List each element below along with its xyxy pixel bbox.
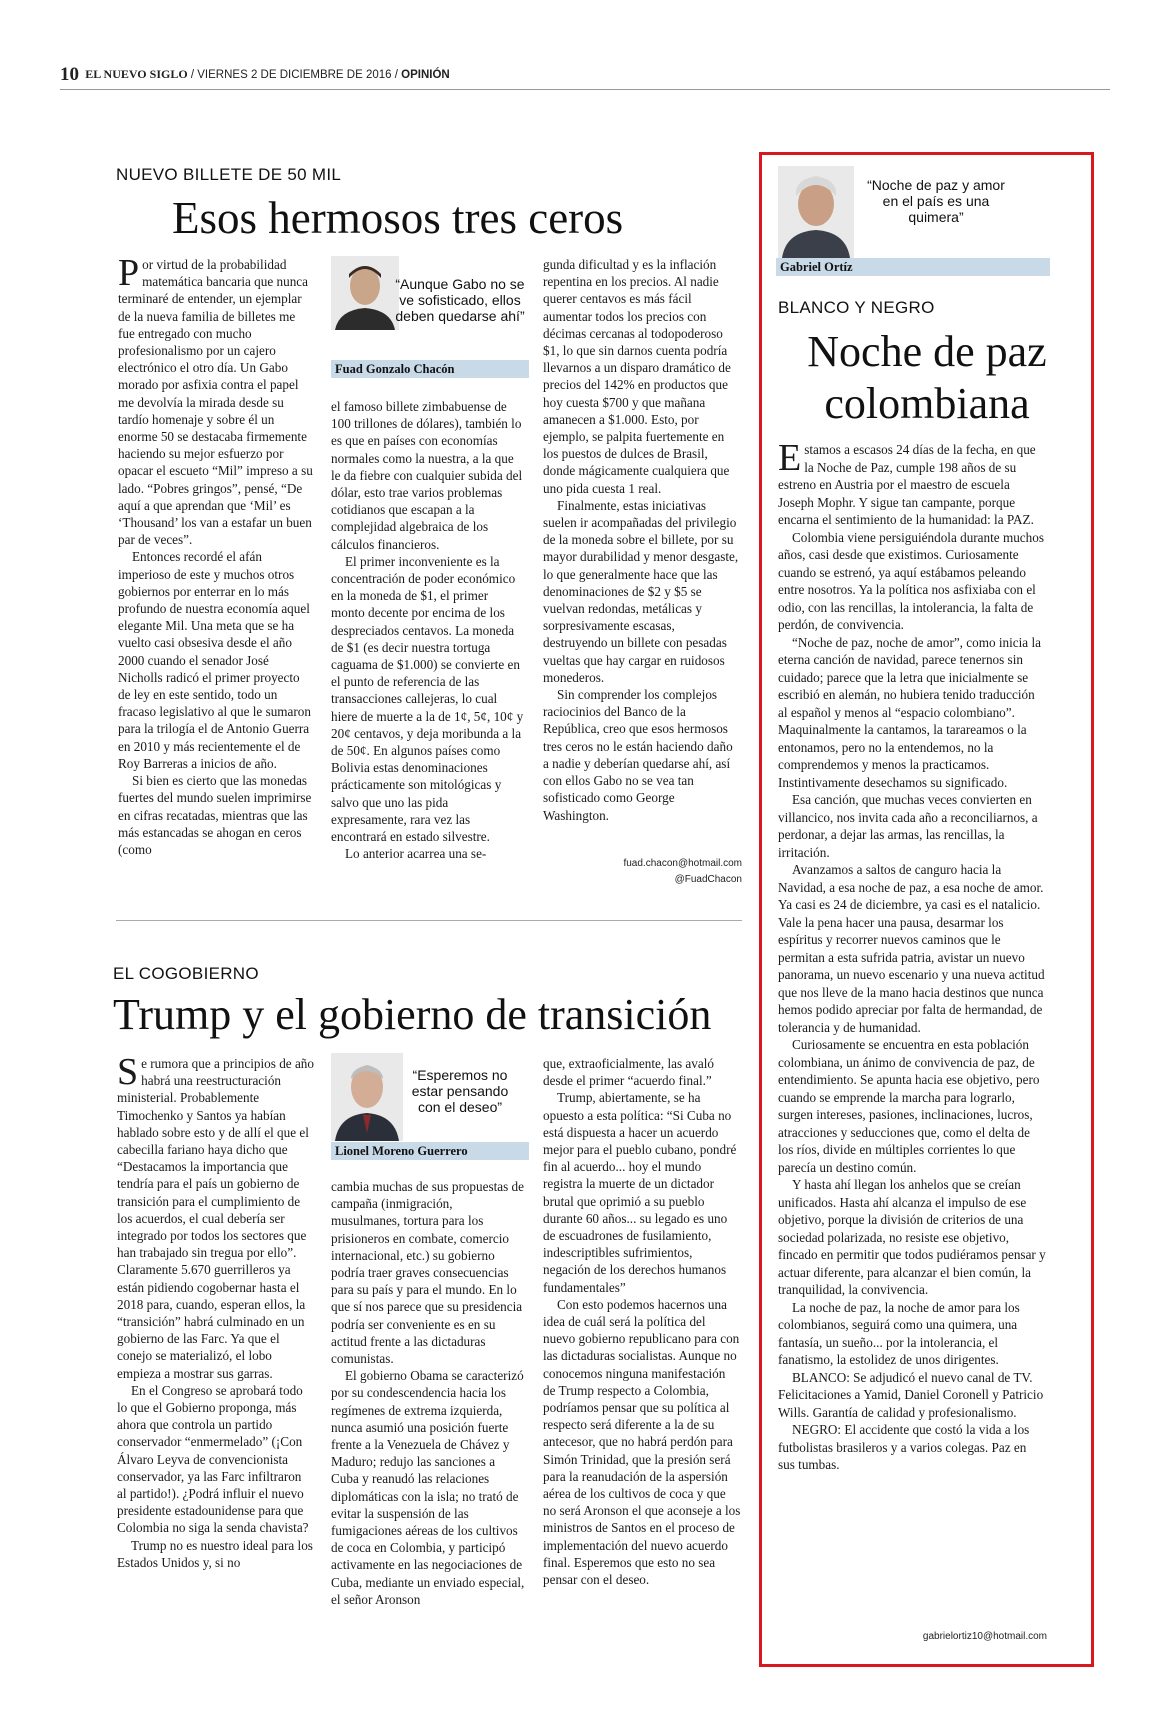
- paragraph: cambia muchas de sus propuestas de campaña (inmigración, musulmanes, tortura para los prisioneros en combate, comercio internacional, etc.) su gobierno podría traer graves consecuencias para su país y para el mundo. En lo que sí nos parece que su presidencia podría ser conveniente es en su actitud frente a las dictaduras comunistas.: [331, 1179, 524, 1367]
- article1-column-3: [543, 256, 741, 824]
- article2-column-2: [331, 1178, 525, 1608]
- paragraph: Curiosamente se encuentra en esta población colombiana, un ánimo de convivencia de paz, de entendimiento. Se apunta hacia ese objetivo, pero cuando se emprende la marcha para lograrlo, surgen intereses, pasiones, inclinaciones, lucros, atracciones y seducciones que, como el delta de los ríos, divide en múltiples corrientes lo que parecía un destino común.: [778, 1037, 1040, 1175]
- header-rule: [60, 89, 1110, 90]
- article3-kicker: BLANCO Y NEGRO: [778, 298, 935, 317]
- page-header: [60, 64, 450, 86]
- paragraph: Y hasta ahí llegan los anhelos que se creían unificados. Hasta ahí alcanza el impulso de ese objetivo, porque la división de criterios de una sociedad polarizada, no resiste ese objetivo, fincado en permitir que todos pudiéramos pensar y actuar diferente, para alcanzar el bien común, la tranquilidad, la convivencia.: [778, 1177, 1046, 1297]
- author-photo: [331, 256, 399, 330]
- article2-kicker: EL COGOBIERNO: [113, 964, 259, 983]
- page-number: 10: [60, 64, 79, 85]
- article-divider: [116, 920, 742, 921]
- paragraph: El gobierno Obama se caracterizó por su condescendencia hacia los regímenes de extrema izquierda, nunca asumió una posición fuerte frente a la Venezuela de Chávez y Maduro; redujo las sanciones a Cuba y reanudó las relaciones diplomáticas con la isla; no trató de evitar la suspensión de las fumigaciones aéreas de los cultivos de coca en Colombia, y participó activamente en las negociaciones de Cuba, mediante un enviado especial, el señor Aronson: [331, 1368, 525, 1607]
- headline-line: Noche de paz: [807, 327, 1047, 376]
- article2-headline: Trump y el gobierno de transición: [113, 990, 712, 1039]
- paragraph: Avanzamos a saltos de canguro hacia la Navidad, a esa noche de paz, a esa noche de amor. Ya casi es 24 de diciembre, ya casi es el natalicio. Vale la pena hacer una pausa, desarmar los espíritus y recorrer nuevos caminos que le permitan a esta sufrida patria, avistar un nuevo panorama, un nuevo escenario y una nueva actitud que nos lleve de la mano hacia destinos que nunca hemos podido apreciar por falta de hermandad, de tolerancia y de humanidad.: [778, 862, 1045, 1035]
- paragraph: Por virtud de la probabilidad matemática bancaria que nunca terminaré de entender, un ejemplar de la nueva familia de billetes me fue entregado con mucho profesionalismo por un cajero electrónico el otro día. Un Gabo morado por asfixia contra el papel me devolvía la mirada desde su tardío homenaje y sobre él un enorme 50 se destacaba firmemente haciendo su mejor esfuerzo por opacar el escueto “Mil” impreso a su lado. “Pobres gringos”, pensé, “De aquí a que aprendan que ‘Mil’ es ‘Thousand’ los van a estafar un buen par de veces”.: [118, 252, 313, 548]
- paragraph: BLANCO: Se adjudicó el nuevo canal de TV. Felicitaciones a Yamid, Daniel Coronell y Patricio Wills. Garantía de calidad y profesionalismo.: [778, 1369, 1044, 1420]
- article3-headline: [766, 326, 1088, 430]
- article1-author: Fuad Gonzalo Chacón: [331, 360, 529, 378]
- author-photo: [778, 166, 854, 258]
- article2-author: Lionel Moreno Guerrero: [331, 1142, 529, 1160]
- newspaper-name: EL NUEVO SIGLO: [85, 67, 188, 81]
- paragraph: Si bien es cierto que las monedas fuertes del mundo suelen imprimirse en cifras recatadas, mientras que las más estancadas se ahogan en ceros (como: [118, 773, 312, 857]
- paragraph: Se rumora que a principios de año habrá una reestructuración ministerial. Probablemente Timochenko y Santos ya habían hablado sobre esto y de allí el que el cabecilla fariano haya dicho que “Destacamos la importancia que tendría para el país un gobierno de transición para el cumplimiento de los acuerdos, el cual debería ser integrado por todos los sectores que han trabajado sin tregua por ello”. Claramente 5.670 guerrilleros ya están pidiendo cogobernar hasta el 2018 para, cuando, esperan ellos, la “transición” habrá culminado en un gobierno de las Farc. Ya que el conejo se materializó, el lobo empieza a mostrar sus garras.: [117, 1051, 314, 1381]
- paragraph: gunda dificultad y es la inflación repentina en los precios. Al nadie querer centavos es más fácil aumentar todos los precios con décimas cercanas al todopoderoso $1, lo que sin darnos cuenta podría llevarnos a un disparo dramático de precios del 142% en productos que hoy cuesta $700 y que mañana amanecen a $1.000. Esto, por ejemplo, se palpita fuertemente en los puestos de dulces de Brasil, donde mágicamente cualquiera que uno pida cuesta 1 real.: [543, 257, 731, 496]
- paragraph: En el Congreso se aprobará todo lo que el Gobierno proponga, más ahora que controla un partido conservador “enmermelado” (¡Con Álvaro Leyva de convencionista conservador, ya las Farc infiltraron al partido!). ¿Podrá influir el nuevo presidente estadounidense para que Colombia no siga la senda chavista?: [117, 1382, 309, 1536]
- paragraph: el famoso billete zimbabuense de 100 trillones de dólares), también lo es que en países con economías normales como la nuestra, a la que le da fiebre con cualquier subida del dólar, esto trae varios problemas cotidianos que escapan a la complejidad algebraica de los cálculos financieros.: [331, 399, 523, 552]
- article1-email: fuad.chacon@hotmail.com: [623, 858, 742, 869]
- paragraph: NEGRO: El accidente que costó la vida a los futbolistas brasileros y a varios colegas. Paz en sus tumbas.: [778, 1422, 1030, 1472]
- paragraph: que, extraoficialmente, las avaló desde el primer “acuerdo final.”: [543, 1056, 714, 1089]
- paragraph: El primer inconveniente es la concentración de poder económico en la moneda de $1, el primer monto decente por encima de los despreciados centavos. La moneda de $1 (es decir nuestra tortuga caguama de $1.000) se convierte en el punto de referencia de las transacciones callejeras, lo cual hiere de muerte a la de 1¢, 5¢, 10¢ y 20¢ centavos, y deja moribunda a la de 50¢. En algunos países como Bolivia estas denominaciones prácticamente son mitológicas y salvo que uno las pida expresamente, rara vez las encontrará en estado silvestre.: [331, 553, 524, 845]
- paragraph: Trump, abiertamente, se ha opuesto a esta política: “Si Cuba no está dispuesta a hacer un acuerdo mejor para el pueblo cubano, pondré fin al acuerdo... hoy el mundo registra la muerte de un dictador brutal que oprimió a su pueblo durante 60 años... su legado es uno de escuadrones de fusilamiento, indescriptibles sufrimientos, negación de los derechos humanos fundamentales”: [543, 1090, 737, 1295]
- paragraph: Lo anterior acarrea una se-: [345, 846, 487, 862]
- article3-author: Gabriel Ortíz: [776, 258, 1050, 276]
- paragraph: “Noche de paz, noche de amor”, como inicia la eterna canción de navidad, parece tenernos sin cuidado; parece que la letra que inicialmente se escribió en alemán, no hubiera tenido traducción al español y menos al “espacio colombiano”. Maquinalmente la cantamos, la tarareamos o la entonamos, pero no la entendemos, no la comprendemos y menos la practicamos. Instintivamente desechamos su significado.: [778, 634, 1041, 790]
- paragraph: Esa canción, que muchas veces convierten en villancico, nos invita cada año a reconciliarnos, a perdonar, a dejar las armas, las rencillas, la irritación.: [778, 792, 1038, 860]
- paragraph: Estamos a escasos 24 días de la fecha, en que la Noche de Paz, cumple 198 años de su estreno en Austria por el maestro de escuela Joseph Mophr. Y sigue tan campante, porque encarna el sentimiento de la humanidad: la PAZ.: [778, 437, 1036, 527]
- paragraph: Finalmente, estas iniciativas suelen ir acompañadas del privilegio de la moneda sobre el billete, por su mayor durabilidad y menor desgaste, lo que generalmente hace que las denominaciones de $2 y $5 se vuelvan redondas, metálicas y sorpresivamente escasas, destruyendo un billete con pesadas vueltas que hay cargar en ruidosos monederos.: [543, 497, 739, 685]
- article3-pull-quote: “Noche de paz y amor en el país es una quimera”: [867, 177, 1005, 225]
- article2-column-1: [117, 1051, 314, 1571]
- article1-pull-quote: “Aunque Gabo no se ve sofisticado, ellos deben quedarse ahí”: [395, 276, 525, 324]
- article1-kicker: NUEVO BILLETE DE 50 MIL: [116, 165, 342, 184]
- paragraph: Con esto podemos hacernos una idea de cuál será la política del nuevo gobierno republicano para con las dictaduras socialistas. Aunque no conocemos ninguna manifestación de Trump respecto a Colombia, podríamos pensar que su política al respecto será diferente a la de su antecesor, que no habrá perdón para Simón Trinidad, que la presión será para la reanudación de la aspersión aérea de los cultivos de coca y que no será Aronson el que aconseje a los ministros de Santos en el proceso de implementación del nuevo acuerdo final. Esperemos que esto no sea pensar con el deseo.: [543, 1296, 741, 1588]
- article1-handle: @FuadChacon: [674, 874, 742, 885]
- paragraph: La noche de paz, la noche de amor para los colombianos, seguirá como una quimera, una fantasía, un sueño... por la intolerancia, el fanatismo, la estolidez de unos dirigentes.: [778, 1299, 1020, 1367]
- headline-line: colombiana: [824, 379, 1030, 428]
- section-name: OPINIÓN: [401, 69, 450, 81]
- article3-body: [778, 437, 1046, 1474]
- article1-headline: Esos hermosos tres ceros: [172, 193, 624, 243]
- paragraph: Entonces recordé el afán imperioso de este y muchos otros gobiernos por enterrar en lo más profundo de nuestra economía aquel elegante Mil. Una meta que se ha vuelto casi obsesiva desde el año 2000 cuando el senador José Nicholls radicó el primer proyecto de ley en este sentido, todo un fracaso legislativo al que le sumaron para la trilogía el de Antonio Guerra en 2010 y más recientemente el de Roy Barreras a inicios de año.: [118, 549, 311, 771]
- author-photo: [331, 1053, 403, 1141]
- article2-pull-quote: “Esperemos no estar pensando con el deseo”: [411, 1067, 509, 1115]
- issue-date: / VIERNES 2 DE DICIEMBRE DE 2016 /: [190, 69, 398, 81]
- paragraph: Sin comprender los complejos raciocinios del Banco de la República, creo que esos hermosos tres ceros no le están haciendo daño a nadie y deberían quedarse ahí, así con ellos Gabo no se vea tan sofisticado como George Washington.: [543, 687, 733, 823]
- article2-column-3: [543, 1055, 741, 1588]
- article1-column-1: [118, 252, 315, 858]
- article1-column-2: [331, 398, 525, 862]
- article3-email: gabrielortiz10@hotmail.com: [922, 1631, 1047, 1642]
- paragraph: Trump no es nuestro ideal para los Estados Unidos y, si no: [117, 1537, 313, 1570]
- paragraph: Colombia viene persiguiéndola durante muchos años, casi desde que existimos. Curiosamente cuando se estrenó, ya aquí estábamos peleando entre nosotros. Ya la política nos asfixiaba con el odio, con las rencillas, la intolerancia, la falta de perdón, de convivencia.: [778, 529, 1044, 632]
